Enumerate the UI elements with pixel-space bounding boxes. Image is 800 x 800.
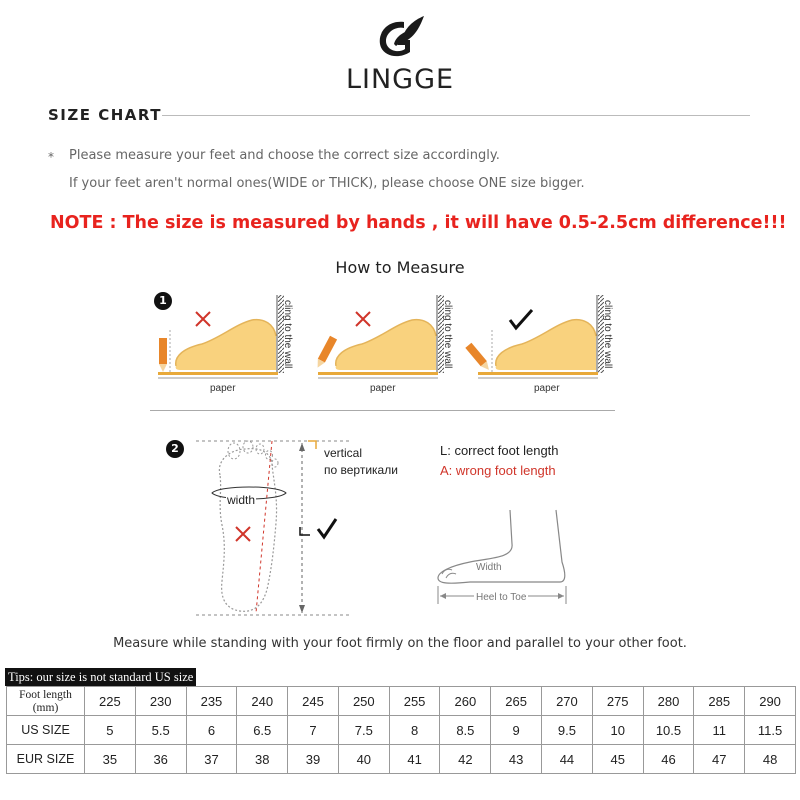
- step-1-illustration: [150, 290, 620, 410]
- table-cell-us-size: 11: [694, 716, 745, 745]
- table-row-foot-length: [7, 687, 796, 716]
- table-cell-eur-size: 36: [135, 745, 186, 774]
- measure-panel-wrong-1: [150, 290, 300, 400]
- check-icon: [318, 519, 336, 537]
- table-cell-eur-size: 48: [745, 745, 796, 774]
- table-cell-foot-length: 280: [643, 687, 694, 716]
- table-cell-eur-size: 46: [643, 745, 694, 774]
- table-cell-foot-length: 225: [85, 687, 136, 716]
- eur-size-header: EUR SIZE: [7, 745, 85, 774]
- table-cell-us-size: 11.5: [745, 716, 796, 745]
- cross-icon: [196, 312, 210, 326]
- cross-icon: [356, 312, 370, 326]
- table-cell-foot-length: 230: [135, 687, 186, 716]
- table-cell-us-size: 8.5: [440, 716, 491, 745]
- table-cell-us-size: 5: [85, 716, 136, 745]
- tips-banner: Tips: our size is not standard US size: [5, 668, 196, 686]
- side-width-label: Width: [476, 562, 502, 573]
- table-cell-us-size: 6.5: [237, 716, 288, 745]
- table-cell-eur-size: 41: [389, 745, 440, 774]
- lingge-leaf-g-logo-icon: [374, 14, 426, 62]
- wall-label: cling to the wall: [442, 300, 453, 369]
- table-cell-foot-length: 240: [237, 687, 288, 716]
- table-cell-eur-size: 47: [694, 745, 745, 774]
- note-line-2: If your feet aren't normal ones(WIDE or THICK), please choose ONE size bigger.: [69, 176, 585, 191]
- vertical-label-en: vertical: [324, 446, 363, 460]
- legend-correct-length: L: correct foot length: [440, 443, 559, 458]
- step-2-number: 2: [166, 440, 184, 458]
- foot-length-header-line2: (mm): [32, 701, 59, 714]
- table-cell-foot-length: 260: [440, 687, 491, 716]
- heel-to-toe-label: Heel to Toe: [476, 592, 527, 603]
- title-divider: [162, 115, 750, 116]
- foot-length-header-line1: Foot length: [19, 688, 72, 701]
- table-cell-eur-size: 35: [85, 745, 136, 774]
- table-cell-eur-size: 39: [288, 745, 339, 774]
- table-cell-foot-length: 285: [694, 687, 745, 716]
- wall-label: cling to the wall: [602, 300, 613, 369]
- measure-panel-correct: [460, 290, 613, 400]
- step-1-baseline: [150, 410, 615, 411]
- table-cell-eur-size: 45: [592, 745, 643, 774]
- paper-label: paper: [370, 383, 396, 394]
- brand-logo: [340, 14, 460, 104]
- measure-panel-wrong-2: [310, 290, 460, 400]
- width-label: width: [227, 493, 256, 507]
- table-cell-eur-size: 40: [338, 745, 389, 774]
- table-cell-foot-length: 235: [186, 687, 237, 716]
- table-cell-us-size: 7.5: [338, 716, 389, 745]
- table-cell-us-size: 7: [288, 716, 339, 745]
- table-row-us-size: [7, 716, 796, 745]
- table-cell-eur-size: 44: [542, 745, 593, 774]
- wall-label: cling to the wall: [282, 300, 293, 369]
- table-cell-eur-size: 43: [491, 745, 542, 774]
- table-cell-eur-size: 37: [186, 745, 237, 774]
- table-row-eur-size: [7, 745, 796, 774]
- brand-name: LINGGE: [345, 64, 455, 95]
- vertical-label-ru: по вертикали: [324, 463, 398, 477]
- table-cell-foot-length: 245: [288, 687, 339, 716]
- table-cell-us-size: 9: [491, 716, 542, 745]
- table-cell-us-size: 8: [389, 716, 440, 745]
- paper-label: paper: [534, 383, 560, 394]
- table-cell-foot-length: 255: [389, 687, 440, 716]
- table-cell-us-size: 10.5: [643, 716, 694, 745]
- note-line-1: Please measure your feet and choose the correct size accordingly.: [69, 148, 500, 163]
- table-cell-eur-size: 42: [440, 745, 491, 774]
- measurement-warning: NOTE : The size is measured by hands , it will have 0.5-2.5cm difference!!!: [50, 213, 787, 233]
- table-cell-us-size: 10: [592, 716, 643, 745]
- table-cell-eur-size: 38: [237, 745, 288, 774]
- us-size-header: US SIZE: [7, 716, 85, 745]
- size-table: [6, 686, 796, 774]
- table-cell-foot-length: 290: [745, 687, 796, 716]
- table-cell-foot-length: 275: [592, 687, 643, 716]
- cross-icon: [236, 527, 250, 541]
- legend-wrong-length: A: wrong foot length: [440, 463, 556, 478]
- measure-instruction: Measure while standing with your foot firmly on the floor and parallel to your other foot.: [113, 636, 687, 651]
- table-cell-foot-length: 265: [491, 687, 542, 716]
- page-title: SIZE CHART: [48, 106, 163, 124]
- table-cell-us-size: 9.5: [542, 716, 593, 745]
- step-1-number: 1: [154, 292, 172, 310]
- paper-label: paper: [210, 383, 236, 394]
- check-icon: [510, 310, 532, 328]
- how-to-measure-title: How to Measure: [335, 258, 465, 277]
- table-cell-us-size: 5.5: [135, 716, 186, 745]
- table-cell-us-size: 6: [186, 716, 237, 745]
- foot-length-header: [7, 687, 85, 716]
- table-cell-foot-length: 250: [338, 687, 389, 716]
- note-bullet: *: [48, 150, 54, 164]
- table-cell-foot-length: 270: [542, 687, 593, 716]
